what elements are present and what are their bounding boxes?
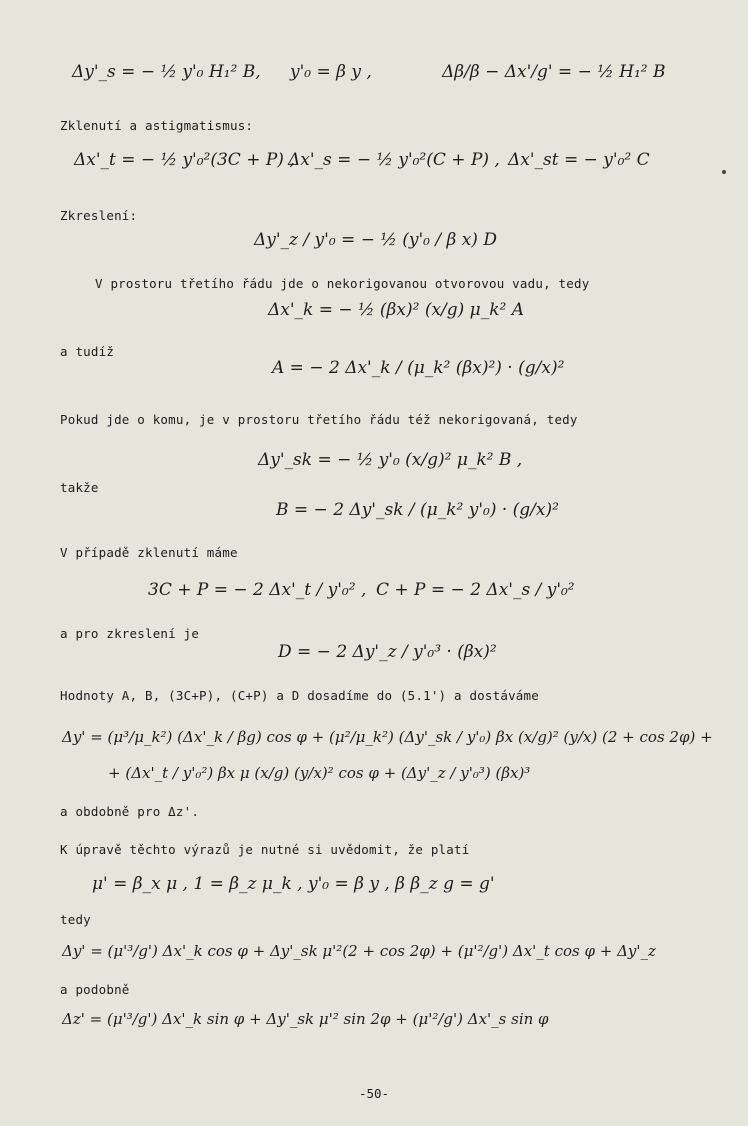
text-tedy: tedy [60, 912, 91, 927]
equation-final-delta-y: Δy' = (μ'³/g') Δx'_k cos φ + Δy'_sk μ'²(2 + cos 2φ) + (μ'²/g') Δx'_t cos φ + Δy'_z [62, 942, 656, 960]
equation-D: D = − 2 Δy'_z / y'₀³ · (βx)² [278, 642, 497, 662]
text-a-tudiz: a tudíž [60, 344, 115, 359]
paragraph-k-uprave: K úpravě těchto výrazů je nutné si uvědomit, že platí [60, 842, 470, 857]
equation-spherical: Δx'_k = − ½ (βx)² (x/g) μ_k² A [268, 300, 525, 320]
astigmatism-heading: Zklenutí a astigmatismus: [60, 118, 254, 133]
equation-delta-x-t: Δx'_t = − ½ y'₀²(3C + P) , [74, 150, 295, 170]
paragraph-third-order: V prostoru třetího řádu jde o nekorigovanou otvorovou vadu, tedy [95, 276, 590, 291]
ink-dot [722, 170, 726, 174]
equation-C-plus-P: C + P = − 2 Δx'_s / y'₀² [376, 580, 575, 600]
page-number: -50- [358, 1086, 390, 1101]
paragraph-hodnoty: Hodnoty A, B, (3C+P), (C+P) a D dosadíme do (5.1') a dostáváme [60, 688, 539, 703]
equation-delta-y-prime-line2: + (Δx'_t / y'₀²) βx μ (x/g) (y/x)² cos φ + (Δy'_z / y'₀³) (βx)³ [108, 764, 531, 782]
text-takze: takže [60, 480, 99, 495]
equation-delta-beta: Δβ/β − Δx'/g' = − ½ H₁² B [442, 62, 666, 82]
equation-3C-plus-P: 3C + P = − 2 Δx'_t / y'₀² , [148, 580, 367, 600]
equation-y0-beta-y: y'₀ = β y , [290, 62, 372, 82]
equation-B: B = − 2 Δy'_sk / (μ_k² y'₀) · (g/x)² [276, 500, 559, 520]
equation-delta-y-s: Δy'_s = − ½ y'₀ H₁² B, [72, 62, 261, 82]
text-a-pro-zkresleni: a pro zkreslení je [60, 626, 200, 641]
text-v-pripade: V případě zklenutí máme [60, 545, 238, 560]
equation-delta-x-s: Δx'_s = − ½ y'₀²(C + P) , [288, 150, 500, 170]
text-analogicky: a obdobně pro Δz'. [60, 804, 200, 819]
equation-delta-x-st: Δx'_st = − y'₀² C [508, 150, 650, 170]
equation-delta-y-prime-line1: Δy' = (μ³/μ_k²) (Δx'_k / βg) cos φ + (μ²/μ_k²) (Δy'_sk / y'₀) βx (x/g)² (y/x) (2 + cos 2φ) + [62, 728, 713, 746]
equation-coma: Δy'_sk = − ½ y'₀ (x/g)² μ_k² B , [258, 450, 523, 470]
text-a-podobne: a podobně [60, 982, 130, 997]
equation-final-delta-z: Δz' = (μ'³/g') Δx'_k sin φ + Δy'_sk μ'² sin 2φ + (μ'²/g') Δx'_s sin φ [62, 1010, 549, 1028]
equation-A: A = − 2 Δx'_k / (μ_k² (βx)²) · (g/x)² [272, 358, 565, 378]
distortion-heading: Zkreslení: [60, 208, 138, 223]
paragraph-coma: Pokud jde o komu, je v prostoru třetího řádu též nekorigovaná, tedy [60, 412, 578, 427]
equation-relations: μ' = β_x μ , 1 = β_z μ_k , y'₀ = β y , β β_z g = g' [92, 874, 495, 894]
equation-distortion: Δy'_z / y'₀ = − ½ (y'₀ / β x) D [254, 230, 497, 250]
